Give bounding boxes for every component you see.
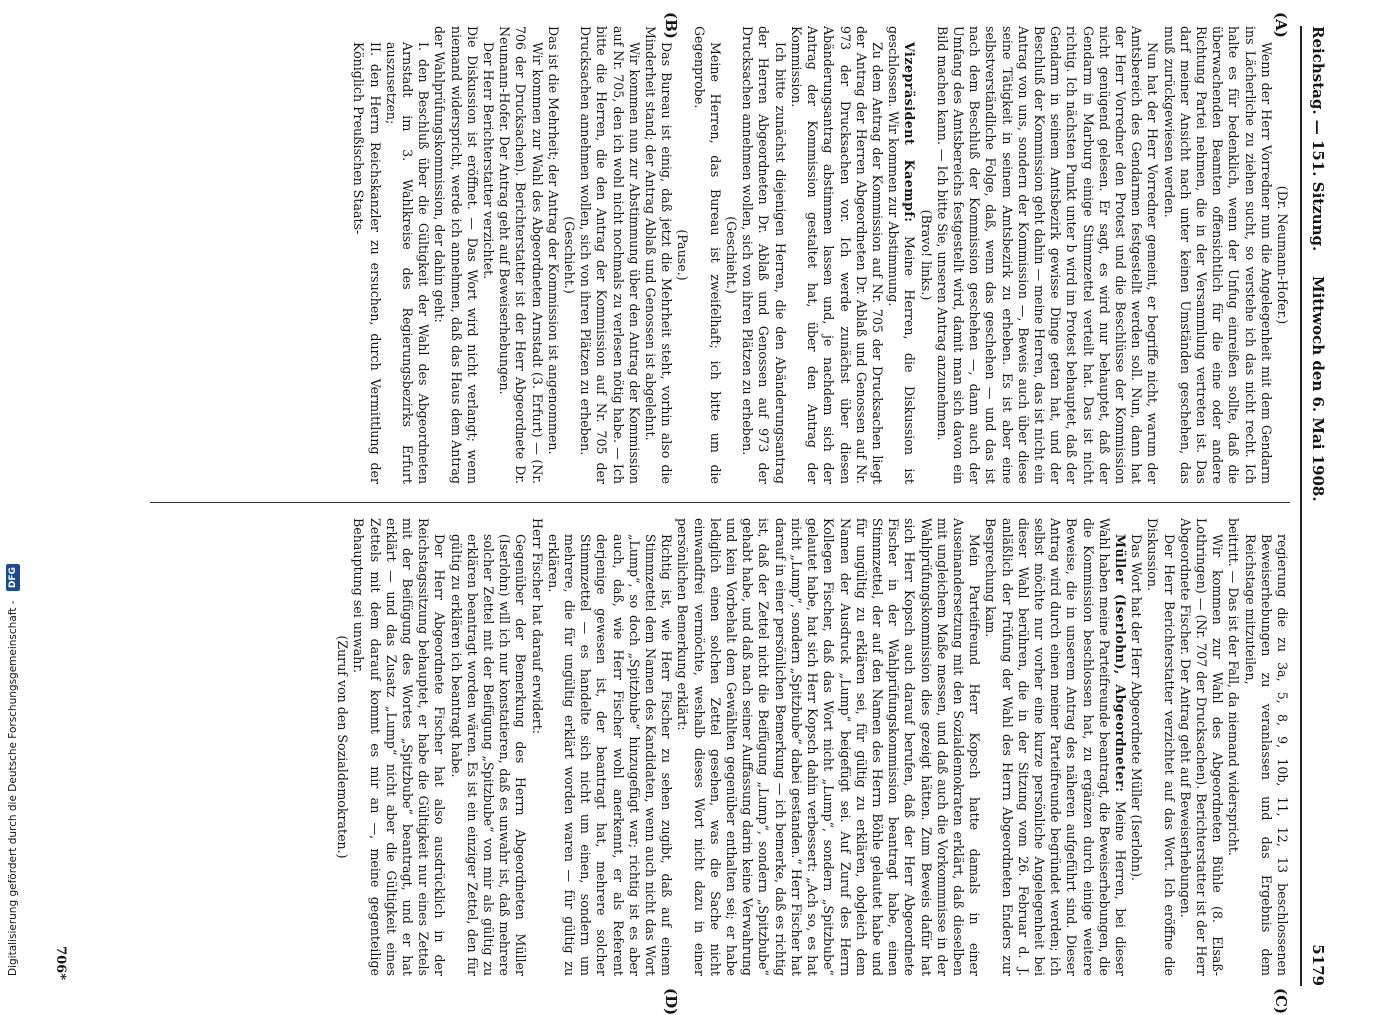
- paragraph-text: Wir kommen zur Wahl des Abgeordneten Arnstadt (3. Erfurt) — (Nr. 706 der Drucksachen). Berichterstatter ist der Herr Abgeordnete Dr. Neumann-Hofer. Der Antrag geht auf Beweiserhebungen.: [497, 26, 545, 484]
- paragraph-text: Richtig ist, wie Herr Fischer zu sehen zugibt, daß auf einem Stimmzettel dem Namen des Kandidaten, wenn auch nicht das Wort „Lump“, so doch „Spitzbube“ hinzugefügt war; richtig ist es aber auch, daß, wie Herr Fischer wohl anerkennt, er als Referent derjenige gewesen ist, der beantragt hat, mehrere solcher Stimmzettel — es handelte sich nicht um einen, sondern um mehrere, die für ungültig erklärt worden waren — für gültig zu erklären.: [545, 534, 675, 976]
- paragraph-text: Herr Fischer hat darauf erwidert:: [529, 518, 545, 735]
- footer-line: [3, 6, 23, 976]
- paragraph-text: regierung die zu 3a, 5, 8, 9, 10b, 11, 12, 13 beschlossenen Beweiserhebungen zu veranlassen und das Ergebnis dem Reichstage mitzuteilen,: [1242, 534, 1290, 976]
- paragraph-text: Zu dem Antrag der Kommission auf Nr. 705 der Drucksachen liegt der Antrag der Herren Abgeordneten Dr. Ablaß und Genossen auf Nr. 973 der Drucksachen vor. Ich werde zunächst über diesen Abänderungsantrag abstimmen lassen und, je nachdem sich der Antrag der Kommission gestaltet hat, über den Antrag der Kommission.: [788, 26, 885, 484]
- paragraph: [545, 26, 561, 484]
- paragraph-text: Meine Herren, das Bureau ist zweifelhaft; ich bitte um die Gegenprobe.: [691, 26, 723, 484]
- paragraph-text: Die Diskussion ist eröffnet. — Das Wort wird nicht verlangt; wenn niemand widerspricht, werde ich annehmen, daß das Haus dem Antrag der Wahlprüfungskommission, der dahin geht:: [432, 26, 480, 484]
- paragraph: [674, 518, 982, 976]
- paragraph: [577, 26, 642, 484]
- paragraph: [1128, 518, 1144, 976]
- paragraph: [1144, 518, 1176, 976]
- paragraph: [480, 26, 496, 484]
- header-date: Mittwoch den 6. Mai 1908.: [1309, 276, 1327, 502]
- paragraph-text: Der Herr Berichterstatter verzichtet auf das Wort. Ich eröffne die Diskussion.: [1145, 518, 1177, 976]
- paragraph: [642, 26, 674, 484]
- paragraph: [690, 26, 722, 484]
- paragraph: [788, 26, 885, 484]
- paragraph-text: Meine Herren, bei dieser Wahl haben meine Parteifreunde beantragt, die Beweiserhebungen, die die Kommission beschlossen hat, zu ergänzen durch einige weitere Beweise, die in unserem Antrag des näheren aufgeführt sind. Dieser Antrag wird durch einen meiner Parteifreunde begründet werden; ich selbst möchte nur vorher eine kurze persönliche Angelegenheit bei dieser Wahl berühren, die in der Sitzung vom 26. Februar d. J. anläßlich der Prüfung der Wahl des Herrn Abgeordneten Enders zur Besprechung kam.: [983, 518, 1128, 976]
- speaker-name: Vizepräsident Kaempf:: [902, 42, 918, 223]
- paragraph-text: Wenn der Herr Vorredner nun die Angelegenheit mit dem Gendarm ins Lächerliche zu ziehen sucht, so verstehe ich das nicht recht. Ich halte es für bedenklich, wenn der Unfug einreißen sollte, daß die überwachenden Beamten offensichtlich für die eine oder andere Richtung Partei nehmen, die in der Versammlung vertreten ist. Das darf meiner Ansicht nach unter keinen Umständen geschehen, das muß zurückgewiesen werden.: [1161, 26, 1274, 484]
- paragraph: [1160, 26, 1273, 484]
- paragraph: [447, 518, 528, 976]
- paragraph-text: (Geschieht.): [724, 216, 740, 294]
- paragraph-text: Ich bitte zunächst diejenigen Herren, die den Abänderungsantrag der Herren Abgeordneten Dr. Ablaß und Genossen auf 973 der Drucksachen annehmen wollen, sich von ihren Plätzen zu erheben.: [740, 26, 788, 484]
- paragraph: [934, 26, 1161, 484]
- margin-letter-a: (A): [1272, 12, 1290, 38]
- paragraph: [561, 26, 577, 484]
- paragraph: [739, 26, 788, 484]
- paragraph: [885, 26, 917, 484]
- paragraph-text: (Dr. Neumann-Hofer.): [1275, 185, 1290, 325]
- sheet-number: 706*: [53, 946, 68, 980]
- paragraph-text: Das Bureau ist einig, daß jetzt die Mehrheit steht, vorhin also die Minderheit stand; der Antrag Ablaß und Genossen ist abgelehnt.: [643, 26, 675, 484]
- document-page: [40, 12, 1330, 1015]
- margin-letter-b: (B): [662, 12, 680, 39]
- margin-letter-c: (C): [1272, 988, 1290, 1015]
- paragraph-text: Wir kommen nun zur Abstimmung über den Antrag der Kommission auf Nr. 705, den ich wohl nicht nochmals zu verlesen nötig habe. — Ich bitte die Herren, die den Antrag der Kommission auf Nr. 705 der Drucksachen annehmen wollen, sich von ihren Plätzen zu erheben.: [578, 26, 642, 484]
- paragraph: [1225, 518, 1241, 976]
- paragraph: [917, 26, 933, 484]
- margin-letter-d: (D): [662, 988, 680, 1015]
- paragraph: [1241, 518, 1290, 976]
- paragraph-text: Mein Parteifreund Herr Kopsch hatte damals in einer Auseinandersetzung mit den Sozialdemokraten erklärt, daß dieselben mit ungleichem Maße messen, und daß auch die Vorkommnisse in der Wahlprüfungskommission dies gezeigt hätten. Zum Beweis dafür hat sich Herr Kopsch auch darauf berufen, daß der Herr Abgeordnete Fischer in der Wahlprüfungskommission beantragt habe, einen Stimmzettel, der auf den Namen des Herrn Böhle gelautet habe und für ungültig zu erklären sei, für gültig zu erklären, obgleich dem Namen der Ausdruck „Lump“ beigefügt sei. Auf Zuruf des Herrn Kollegen Fischer, daß das Wort nicht „Lump“, sondern „Spitzbube“ gelautet habe, hat sich Herr Kopsch dahin verbessert: „Ach so, es hat nicht „Lump“, sondern „Spitzbube“ dabei gestanden.“ Herr Fischer hat darauf in einer persönlichen Bemerkung — ich bemerke, daß es richtig ist, daß der Zettel nicht die Beifügung „Lump“, sondern „Spitzbube“ gehabt habe, und daß nach seiner Auffassung darin keine Verwahrung und kein Vorbehalt dem Gewählten gegenüber enthalten sei; er habe lediglich einen solchen Zettel gesehen, was die Sache nicht einwandfrei vermöchte, weshalb dieses Wort nicht dazu in einer persönlichen Bemerkung erklärt:: [675, 518, 983, 976]
- paragraph-text: Das ist die Mehrheit; der Antrag der Kommission ist angenommen.: [545, 26, 561, 455]
- paragraph-text: (Bravo! links.): [918, 209, 934, 301]
- paragraph: [982, 518, 1128, 976]
- header-page-number: 5179: [1309, 944, 1327, 986]
- right-column: [45, 518, 1290, 976]
- paragraph: [350, 518, 447, 976]
- dfg-logo: DFG: [6, 564, 20, 591]
- paragraph-text: (Pause.): [675, 229, 691, 281]
- paragraph-text: Meine Herren, die Diskussion ist geschlossen. Wir kommen zur Abstimmung.: [886, 26, 918, 484]
- paragraph: [496, 26, 545, 484]
- column-divider: [150, 502, 1290, 503]
- paragraph-text: (Geschieht.): [562, 216, 578, 294]
- paragraph-text: Nun hat der Herr Vorredner gemeint, er begriffe nicht, warum der Amtsbereich des Gendarmen festgestellt werden soll. Nun, dann hat der Herr Vorredner den Protest und die Beschlüsse der Kommission nicht genügend gelesen. Er sagt, es wird nur behauptet, daß der Gendarm in Marburg einige Stimmzettel verteilt hat. Das ist nicht richtig. Ich nächsten Punkt unter b wird im Protest behauptet, daß der Gendarm in seinem Amtsbezirk gewisse Dinge getan hat, und der Beschluß der Kommission geht dahin — meine Herren, das ist nicht ein Antrag von uns, sondern der Kommission —, Beweis auch über diese seine Tätigkeit in seinem Amtsbezirk zu erheben. Es ist aber eine selbstverständliche Folge, daß, wenn das geschehen — und das ist nach dem Beschluß der Kommission geschehen —, dann auch der Umfang des Amtsbereichs festgestellt wird, damit man sich davon ein Bild machen kann. — Ich bitte Sie, unseren Antrag anzunehmen.: [934, 26, 1161, 484]
- paragraph-text: (Zuruf von den Sozialdemokraten.): [335, 635, 351, 859]
- paragraph-text: Wir kommen zur Wahl des Abgeordneten Bühle (8. Elsaß-Lothringen) — (Nr. 707 der Drucksachen). Berichterstatter ist der Herr Abgeordnete Fischer. Der Antrag geht auf Beweiserhebungen.: [1177, 518, 1226, 976]
- paragraph: [383, 26, 432, 484]
- left-column: [45, 26, 1290, 484]
- paragraph: [723, 26, 739, 484]
- paragraph: [674, 26, 690, 484]
- paragraph: [350, 26, 382, 484]
- paragraph: [545, 518, 675, 976]
- header-rule: [1300, 26, 1302, 986]
- footer-credit: Digitalisierung gefördert durch die Deutsche Forschungsgemeinschaft -: [7, 600, 19, 976]
- paragraph-text: Der Herr Abgeordnete Fischer hat also ausdrücklich in der Reichstagssitzung behauptet, er habe die Gültigkeit nur eines Zettels mit der Beifügung des Wortes „Spitzbube“ beantragt, und er hat erklärt — und das Zusatz „Lump“ nicht aber die Gültigkeit eines Zettels mit dem darauf kommt es mir an —, meine gegenteilige Behauptung sei unwahr.: [351, 518, 448, 976]
- paragraph-text: I. den Beschluß über die Gültigkeit der Wahl des Abgeordneten Arnstadt im 3. Wahlkreise des Regierungsbezirks Erfurt auszusetzen;: [383, 42, 432, 484]
- paragraph: [431, 26, 480, 484]
- running-header: [1304, 26, 1330, 986]
- paragraph-text: beitritt. — Das ist der Fall, da niemand widerspricht.: [1226, 518, 1242, 856]
- paragraph: [1177, 518, 1226, 976]
- digitization-footer: [1, 8, 23, 998]
- header-title: Reichstag. — 151. Sitzung.: [1309, 26, 1327, 252]
- paragraph: [334, 518, 350, 976]
- paragraph-text: II. den Herrn Reichskanzler zu ersuchen, durch Vermittlung der Königlich Preußischen Staats-: [351, 42, 383, 484]
- paragraph: [528, 518, 544, 976]
- speaker-name: Müller (Iserlohn), Abgeordneter:: [1112, 534, 1128, 793]
- paragraph-text: Gegenüber der Bemerkung des Herrn Abgeordneten Müller (Iserlohn) will ich nur konstatieren, daß es unwahr ist, daß mehrere solcher Zettel mit der Beifügung „Spitzbube“ von mir als gültig zu erklären beantragt worden wären. Es ist ein einziger Zettel, den für gültig zu erklären ich beantragt habe.: [448, 534, 529, 976]
- paragraph-text: Der Herr Berichterstatter verzichtet.: [481, 42, 497, 280]
- paragraph: [1274, 26, 1290, 484]
- paragraph-text: Das Wort hat der Herr Abgeordnete Müller (Iserlohn).: [1129, 534, 1145, 882]
